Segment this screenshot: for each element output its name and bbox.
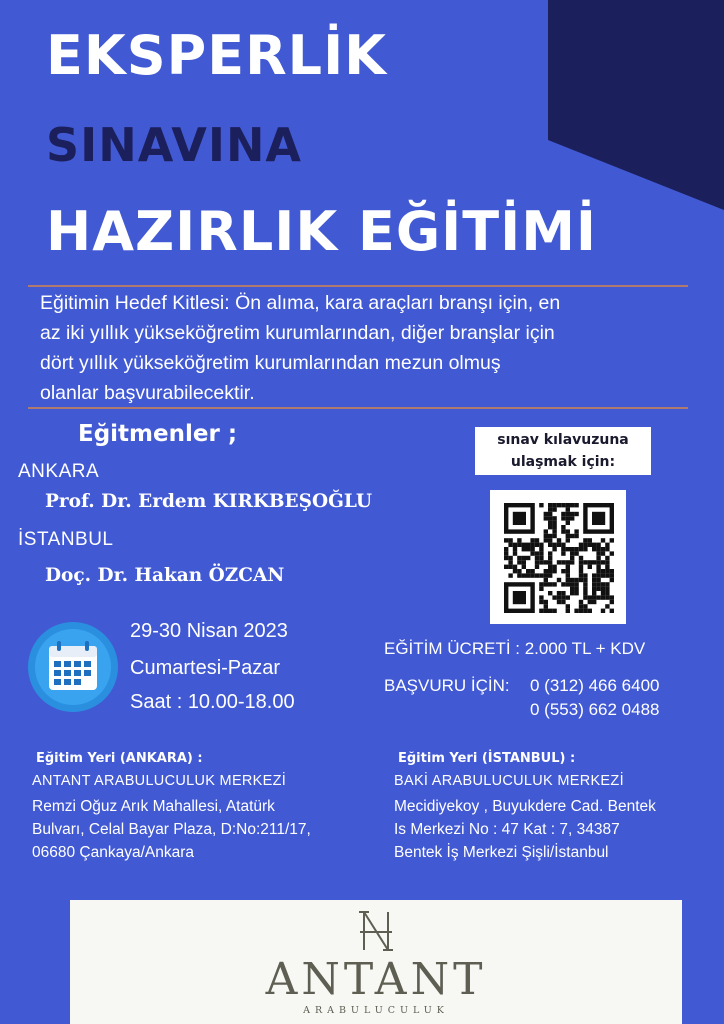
title-line-1: EKSPERLİK	[46, 24, 388, 87]
trainers-heading: Eğitmenler ;	[78, 421, 238, 447]
logo-word: ANTANT	[265, 954, 487, 1005]
phone-ankara[interactable]: 0 (312) 466 6400	[530, 676, 660, 695]
logo-monogram-icon	[356, 908, 396, 954]
trainer-ankara: Prof. Dr. Erdem KIRKBEŞOĞLU	[45, 491, 373, 512]
guide-label	[475, 427, 651, 475]
address-line: Remzi Oğuz Arık Mahallesi, Atatürk	[32, 798, 275, 815]
qr-code-icon	[490, 490, 626, 624]
calendar-icon	[28, 622, 118, 712]
target-line: az iki yıllık yükseköğretim kurumlarından, diğer branşlar için	[40, 322, 555, 344]
target-line: dört yıllık yükseköğretim kurumlarından mezun olmuş	[40, 352, 501, 374]
divider-top	[28, 285, 688, 287]
venue-istanbul-name: BAKİ ARABULUCULUK MERKEZİ	[394, 773, 624, 789]
logo-subtitle: ARABULUCULUK	[303, 1005, 449, 1016]
city-ankara: ANKARA	[18, 461, 100, 482]
schedule-dates: 29-30 Nisan 2023	[130, 620, 288, 642]
venue-ankara-address	[32, 795, 311, 864]
address-line: Bentek İş Merkezi Şişli/İstanbul	[394, 844, 609, 861]
schedule-days: Cumartesi-Pazar	[130, 657, 281, 679]
address-line: Mecidiyekoy , Buyukdere Cad. Bentek	[394, 798, 656, 815]
trainer-istanbul: Doç. Dr. Hakan ÖZCAN	[45, 565, 285, 586]
guide-line-1: sınav kılavuzuna	[497, 432, 629, 448]
venue-istanbul-heading: Eğitim Yeri (İSTANBUL) :	[398, 751, 576, 766]
venue-ankara-name: ANTANT ARABULUCULUK MERKEZİ	[32, 773, 287, 789]
divider-bottom	[28, 407, 688, 409]
address-line: 06680 Çankaya/Ankara	[32, 844, 195, 861]
target-line: Eğitimin Hedef Kitlesi: Ön alıma, kara araçları branşı için, en	[40, 292, 561, 314]
fee-text: EĞİTİM ÜCRETİ : 2.000 TL + KDV	[384, 639, 646, 658]
venue-ankara-heading: Eğitim Yeri (ANKARA) :	[36, 751, 203, 766]
venue-istanbul-address	[394, 795, 656, 864]
antant-logo	[70, 900, 682, 1024]
application-label: BAŞVURU İÇİN:	[384, 676, 510, 695]
schedule-hours: Saat : 10.00-18.00	[130, 691, 295, 713]
qr-code[interactable]	[490, 490, 626, 624]
corner-decoration	[548, 0, 724, 210]
title-line-2: SINAVINA	[46, 118, 303, 172]
city-istanbul: İSTANBUL	[18, 529, 114, 550]
target-audience	[40, 288, 680, 408]
title-line-3: HAZIRLIK EĞİTİMİ	[46, 200, 598, 263]
target-line: olanlar başvurabilecektir.	[40, 382, 255, 404]
address-line: Is Merkezi No : 47 Kat : 7, 34387	[394, 821, 620, 838]
address-line: Bulvarı, Celal Bayar Plaza, D:No:211/17,	[32, 821, 311, 838]
guide-line-2: ulaşmak için:	[510, 454, 616, 470]
phone-istanbul[interactable]: 0 (553) 662 0488	[530, 700, 660, 719]
